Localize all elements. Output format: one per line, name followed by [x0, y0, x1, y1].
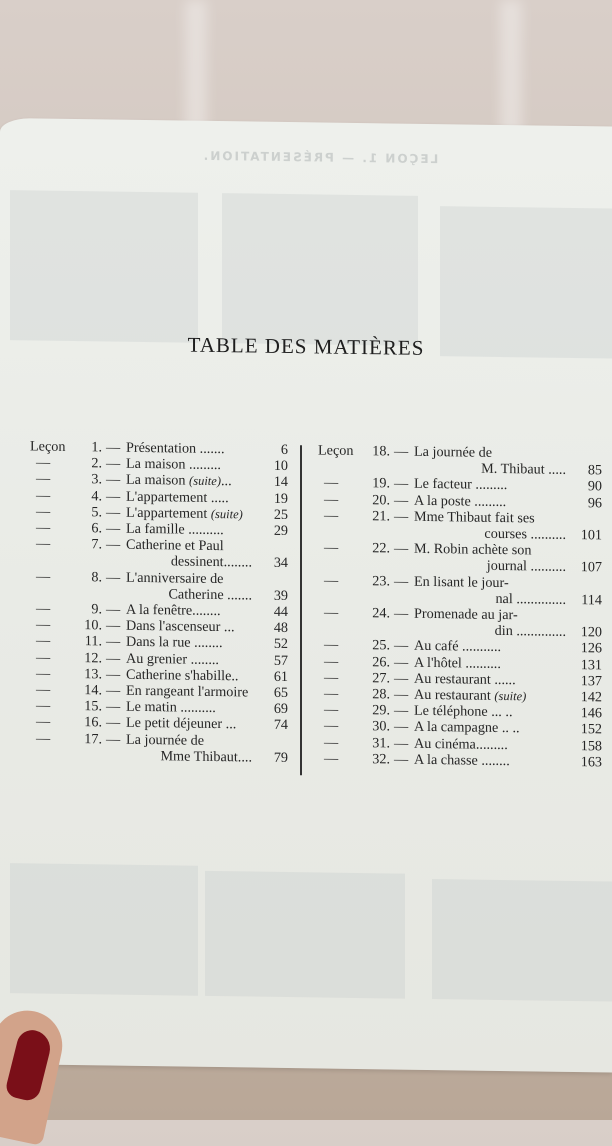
page-number: 25	[258, 506, 288, 523]
toc-entry	[30, 568, 288, 604]
lesson-number: 6.	[74, 520, 102, 537]
page-number: 29	[258, 523, 288, 540]
page-number: 137	[572, 673, 602, 690]
lesson-title: La journée de	[126, 731, 258, 749]
em-dash: —	[394, 573, 414, 589]
ditto-dash: —	[30, 665, 74, 682]
page-number: 57	[258, 652, 288, 669]
ditto-dash: —	[30, 698, 74, 715]
toc-entry	[318, 507, 602, 543]
ditto-dash: —	[318, 734, 362, 751]
ditto-dash: —	[30, 503, 74, 520]
ditto-dash: —	[30, 600, 74, 617]
showthrough-illustration	[222, 193, 418, 346]
lesson-title: A la campagne .. ..	[414, 719, 572, 737]
page-number: 48	[258, 620, 288, 637]
page-number: 146	[572, 705, 602, 722]
page-number: 120	[572, 624, 602, 641]
ditto-dash: —	[30, 455, 74, 472]
lesson-number: 25.	[362, 637, 390, 654]
lesson-number: 29.	[362, 702, 390, 719]
em-dash: —	[394, 638, 414, 654]
ditto-dash: —	[318, 750, 362, 767]
lesson-number: 16.	[74, 714, 102, 731]
lesson-number: 17.	[74, 731, 102, 748]
ditto-dash: —	[318, 637, 362, 654]
lesson-number: 20.	[362, 492, 390, 509]
lesson-title: Catherine et Paul	[126, 537, 258, 555]
ditto-dash: —	[318, 685, 362, 702]
page-number: 6	[258, 442, 288, 459]
page-number: 101	[572, 527, 602, 544]
lesson-title: Le facteur .........	[414, 476, 572, 494]
page-number: 79	[258, 749, 288, 766]
lesson-title: L'anniversaire de	[126, 569, 258, 587]
lesson-title: M. Robin achète son	[414, 541, 572, 559]
em-dash: —	[106, 504, 126, 520]
em-dash: —	[106, 634, 126, 650]
lesson-number: 15.	[74, 698, 102, 715]
ditto-dash: —	[30, 730, 74, 747]
em-dash: —	[106, 715, 126, 731]
em-dash: —	[106, 537, 126, 553]
lesson-title: Le matin ..........	[126, 699, 258, 717]
page-number: 158	[572, 738, 602, 755]
page-number: 10	[258, 458, 288, 475]
lesson-number: 24.	[362, 605, 390, 622]
lesson-number: 32.	[362, 751, 390, 768]
lesson-number: 26.	[362, 654, 390, 671]
lesson-title: Le petit déjeuner ...	[126, 715, 258, 733]
em-dash: —	[106, 618, 126, 634]
lesson-title-continued: M. Thibaut .....	[414, 460, 572, 478]
em-dash: —	[106, 650, 126, 666]
lesson-title: En lisant le jour-	[414, 573, 572, 591]
lecon-label: Leçon	[318, 442, 362, 459]
ditto-dash: —	[30, 536, 74, 553]
lesson-number: 19.	[362, 475, 390, 492]
em-dash: —	[394, 654, 414, 670]
lesson-number: 31.	[362, 735, 390, 752]
em-dash: —	[394, 444, 414, 460]
lesson-title: Mme Thibaut fait ses	[414, 509, 572, 527]
em-dash: —	[106, 699, 126, 715]
suite-italic: (suite)	[189, 474, 221, 488]
lesson-title: La maison (suite)...	[126, 472, 258, 490]
lesson-title: L'appartement (suite)	[126, 505, 258, 523]
lesson-title: Présentation .......	[126, 440, 258, 458]
lesson-title: Catherine s'habille..	[126, 667, 258, 685]
em-dash: —	[394, 687, 414, 703]
toc-column-left	[30, 438, 288, 766]
ditto-dash: —	[318, 702, 362, 719]
page-number: 107	[572, 559, 602, 576]
em-dash: —	[106, 602, 126, 618]
toc-entry	[30, 536, 288, 572]
column-divider	[300, 445, 302, 775]
lesson-number: 22.	[362, 540, 390, 557]
page-number: 114	[572, 592, 602, 609]
toc-entry	[318, 540, 602, 576]
lesson-number: 8.	[74, 569, 102, 586]
lesson-title: A la poste .........	[414, 492, 572, 510]
lesson-number: 7.	[74, 536, 102, 553]
page-number: 34	[258, 555, 288, 572]
em-dash: —	[394, 670, 414, 686]
ditto-dash: —	[318, 475, 362, 492]
lesson-number: 27.	[362, 670, 390, 687]
toc-entry	[318, 604, 602, 640]
ditto-dash: —	[318, 669, 362, 686]
em-dash: —	[394, 735, 414, 751]
lesson-title: Dans la rue ........	[126, 634, 258, 652]
page-number: 152	[572, 721, 602, 738]
ditto-dash: —	[30, 617, 74, 634]
ditto-dash: —	[318, 572, 362, 589]
cloth-fold	[185, 0, 207, 140]
em-dash: —	[106, 683, 126, 699]
page-number: 52	[258, 636, 288, 653]
lesson-number: 30.	[362, 719, 390, 736]
lesson-number: 28.	[362, 686, 390, 703]
lesson-number: 21.	[362, 508, 390, 525]
ditto-dash: —	[318, 604, 362, 621]
em-dash: —	[106, 472, 126, 488]
cloth-fold	[500, 0, 522, 140]
lesson-number: 9.	[74, 601, 102, 618]
em-dash: —	[394, 476, 414, 492]
ditto-dash: —	[318, 653, 362, 670]
lecon-label: Leçon	[30, 438, 74, 455]
ditto-dash: —	[30, 487, 74, 504]
lesson-number: 2.	[74, 455, 102, 472]
em-dash: —	[106, 666, 126, 682]
lesson-number: 5.	[74, 504, 102, 521]
lesson-number: 4.	[74, 488, 102, 505]
em-dash: —	[106, 488, 126, 504]
lesson-number: 12.	[74, 650, 102, 667]
lesson-title-continued: Catherine .......	[126, 586, 258, 604]
lesson-title: Au grenier ........	[126, 650, 258, 668]
lesson-number: 18.	[362, 443, 390, 460]
page-number: 74	[258, 717, 288, 734]
showthrough-illustration	[432, 879, 612, 1002]
em-dash: —	[106, 520, 126, 536]
ditto-dash: —	[318, 540, 362, 557]
lesson-title: La famille ..........	[126, 521, 258, 539]
lesson-title: A la fenêtre........	[126, 602, 258, 620]
ditto-dash: —	[30, 714, 74, 731]
page-number: 44	[258, 604, 288, 621]
toc-entry	[318, 442, 602, 478]
page-number: 39	[258, 587, 288, 604]
showthrough-illustration	[205, 871, 405, 999]
lesson-title-continued: din ..............	[414, 622, 572, 640]
suite-italic: (suite)	[494, 689, 526, 703]
em-dash: —	[106, 731, 126, 747]
em-dash: —	[394, 719, 414, 735]
em-dash: —	[394, 492, 414, 508]
lesson-number: 11.	[74, 633, 102, 650]
page-title: TABLE DES MATIÈRES	[0, 330, 612, 364]
em-dash: —	[106, 569, 126, 585]
ditto-dash: —	[318, 491, 362, 508]
lesson-title: En rangeant l'armoire	[126, 683, 258, 701]
lesson-title-continued: courses ..........	[414, 525, 572, 543]
ditto-dash: —	[318, 507, 362, 524]
showthrough-illustration	[10, 863, 198, 996]
page-number: 65	[258, 685, 288, 702]
table-of-contents	[0, 438, 612, 447]
page-number: 163	[572, 754, 602, 771]
lesson-title: La maison .........	[126, 456, 258, 474]
lesson-title: Au cinéma.........	[414, 735, 572, 753]
lesson-title: A l'hôtel ..........	[414, 654, 572, 672]
running-head-showthrough: LEÇON 1. — PRÉSENTATION.	[200, 149, 440, 166]
page-number: 142	[572, 689, 602, 706]
lesson-title: Au café ...........	[414, 638, 572, 656]
page-number: 19	[258, 490, 288, 507]
lesson-title-continued: journal ..........	[414, 557, 572, 575]
lesson-title-continued: dessinent........	[126, 553, 258, 571]
ditto-dash: —	[30, 519, 74, 536]
ditto-dash: —	[318, 718, 362, 735]
em-dash: —	[106, 439, 126, 455]
page-number: 69	[258, 701, 288, 718]
em-dash: —	[106, 456, 126, 472]
page-number: 90	[572, 478, 602, 495]
ditto-dash: —	[30, 681, 74, 698]
toc-entry	[30, 730, 288, 766]
em-dash: —	[394, 703, 414, 719]
book-page	[0, 118, 612, 1073]
lesson-number: 23.	[362, 573, 390, 590]
toc-column-right	[318, 442, 602, 770]
suite-italic: (suite)	[211, 507, 243, 521]
ditto-dash: —	[30, 568, 74, 585]
em-dash: —	[394, 751, 414, 767]
lesson-number: 1.	[74, 439, 102, 456]
lesson-title: Promenade au jar-	[414, 606, 572, 624]
em-dash: —	[394, 606, 414, 622]
lesson-title: Le téléphone ... ..	[414, 703, 572, 721]
lesson-title: L'appartement .....	[126, 488, 258, 506]
page-number: 85	[572, 462, 602, 479]
lesson-title-continued: Mme Thibaut....	[126, 748, 258, 766]
ditto-dash: —	[30, 471, 74, 488]
showthrough-illustration	[10, 190, 198, 343]
toc-entry	[318, 750, 602, 770]
lesson-number: 3.	[74, 471, 102, 488]
page-number: 96	[572, 495, 602, 512]
lesson-title: A la chasse ........	[414, 752, 572, 770]
em-dash: —	[394, 508, 414, 524]
page-number: 126	[572, 640, 602, 657]
lesson-number: 10.	[74, 617, 102, 634]
ditto-dash: —	[30, 649, 74, 666]
lesson-title-continued: nal ..............	[414, 590, 572, 608]
em-dash: —	[394, 541, 414, 557]
page-number: 131	[572, 657, 602, 674]
toc-entry	[318, 572, 602, 608]
lesson-number: 13.	[74, 666, 102, 683]
page-number: 61	[258, 668, 288, 685]
page-number: 14	[258, 474, 288, 491]
ditto-dash: —	[30, 633, 74, 650]
lesson-title: Au restaurant (suite)	[414, 687, 572, 705]
lesson-title: Au restaurant ......	[414, 671, 572, 689]
lesson-title: La journée de	[414, 444, 572, 462]
lesson-number: 14.	[74, 682, 102, 699]
lesson-title: Dans l'ascenseur ...	[126, 618, 258, 636]
